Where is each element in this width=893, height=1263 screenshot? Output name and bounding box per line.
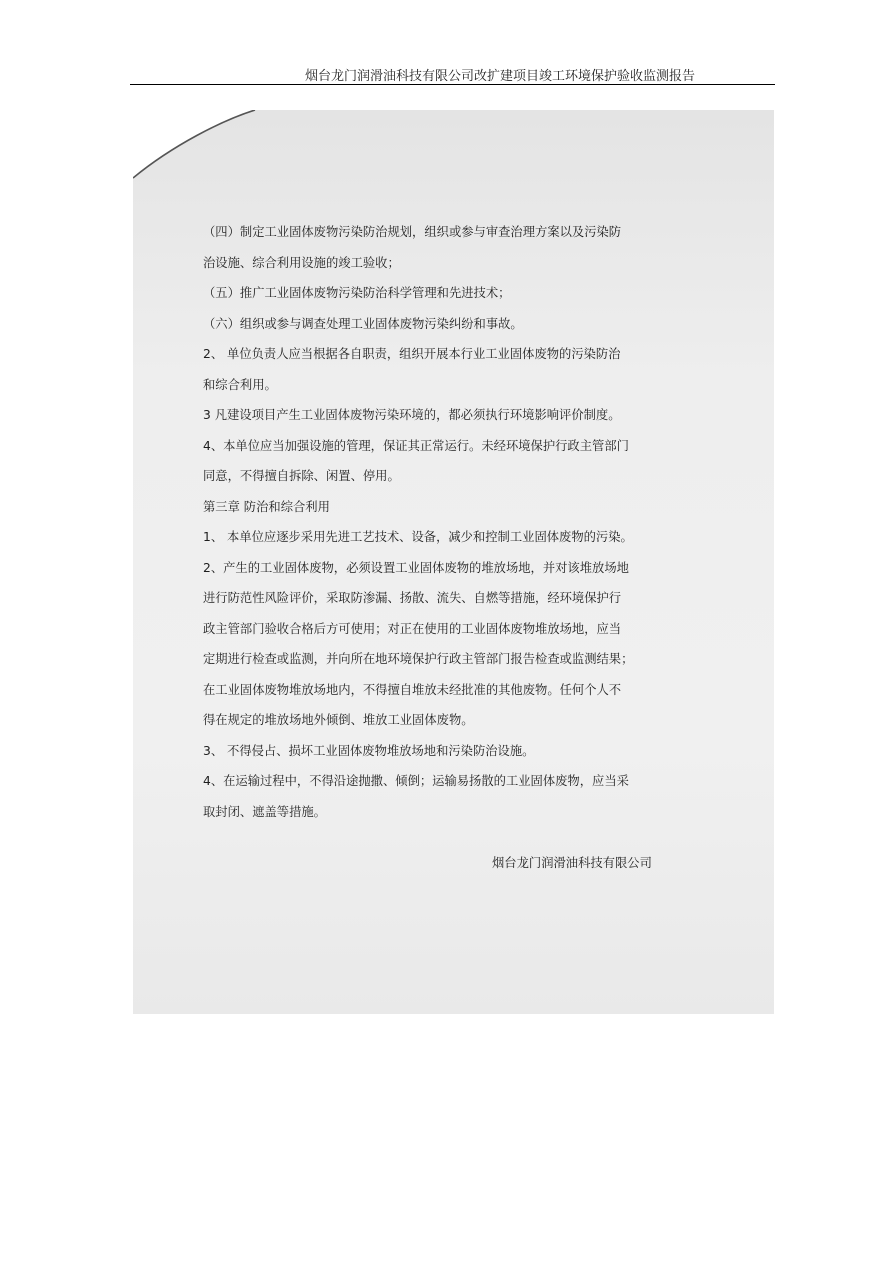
text-line: （五）推广工业固体废物污染防治科学管理和先进技术； (203, 286, 511, 300)
text-line: 得在规定的堆放场地外倾倒、堆放工业固体废物。 (203, 713, 474, 727)
text-line: 同意，不得擅自拆除、闲置、停用。 (203, 469, 400, 483)
text-line: 取封闭、遮盖等措施。 (203, 804, 326, 819)
text-line: 在工业固体废物堆放场地内，不得擅自堆放未经批准的其他废物。任何个人不 (203, 682, 622, 697)
text-line: （六）组织或参与调查处理工业固体废物污染纠纷和事故。 (203, 316, 523, 331)
text-line: 定期进行检查或监测，并向所在地环境保护行政主管部门报告检查或监测结果； (203, 652, 634, 666)
report-title: 烟台龙门润滑油科技有限公司改扩建项目竣工环境保护验收监测报告 (304, 69, 695, 84)
chapter-heading: 第三章 防治和综合利用 (203, 499, 330, 514)
text-line: 2、产生的工业固体废物，必须设置工业固体废物的堆放场地，并对该堆放场地 (203, 560, 629, 575)
text-line: （四）制定工业固体废物污染防治规划，组织或参与审查治理方案以及污染防 (203, 225, 622, 239)
company-signature: 烟台龙门润滑油科技有限公司 (492, 856, 652, 870)
folded-corner-mark (133, 110, 263, 180)
text-line: 治设施、综合利用设施的竣工验收； (203, 255, 400, 270)
text-line: 1、 本单位应逐步采用先进工艺技术、设备，减少和控制工业固体废物的污染。 (203, 530, 633, 544)
text-line: 政主管部门验收合格后方可使用；对正在使用的工业固体废物堆放场地，应当 (203, 621, 622, 636)
scanned-document (133, 110, 774, 1014)
text-line: 4、本单位应当加强设施的管理，保证其正常运行。未经环境保护行政主管部门 (203, 438, 629, 453)
text-line: 和综合利用。 (203, 377, 277, 392)
text-line: 4、在运输过程中，不得沿途抛撒、倾倒；运输易扬散的工业固体废物，应当采 (203, 774, 629, 788)
text-line: 3、 不得侵占、损坏工业固体废物堆放场地和污染防治设施。 (203, 743, 535, 758)
text-line: 3 凡建设项目产生工业固体废物污染环境的，都必须执行环境影响评价制度。 (203, 408, 621, 422)
text-line: 2、 单位负责人应当根据各自职责，组织开展本行业工业固体废物的污染防治 (203, 347, 621, 361)
text-line: 进行防范性风险评价，采取防渗漏、扬散、流失、自燃等措施，经环境保护行 (203, 591, 622, 605)
page-header (130, 62, 775, 85)
regulation-text (203, 225, 723, 835)
